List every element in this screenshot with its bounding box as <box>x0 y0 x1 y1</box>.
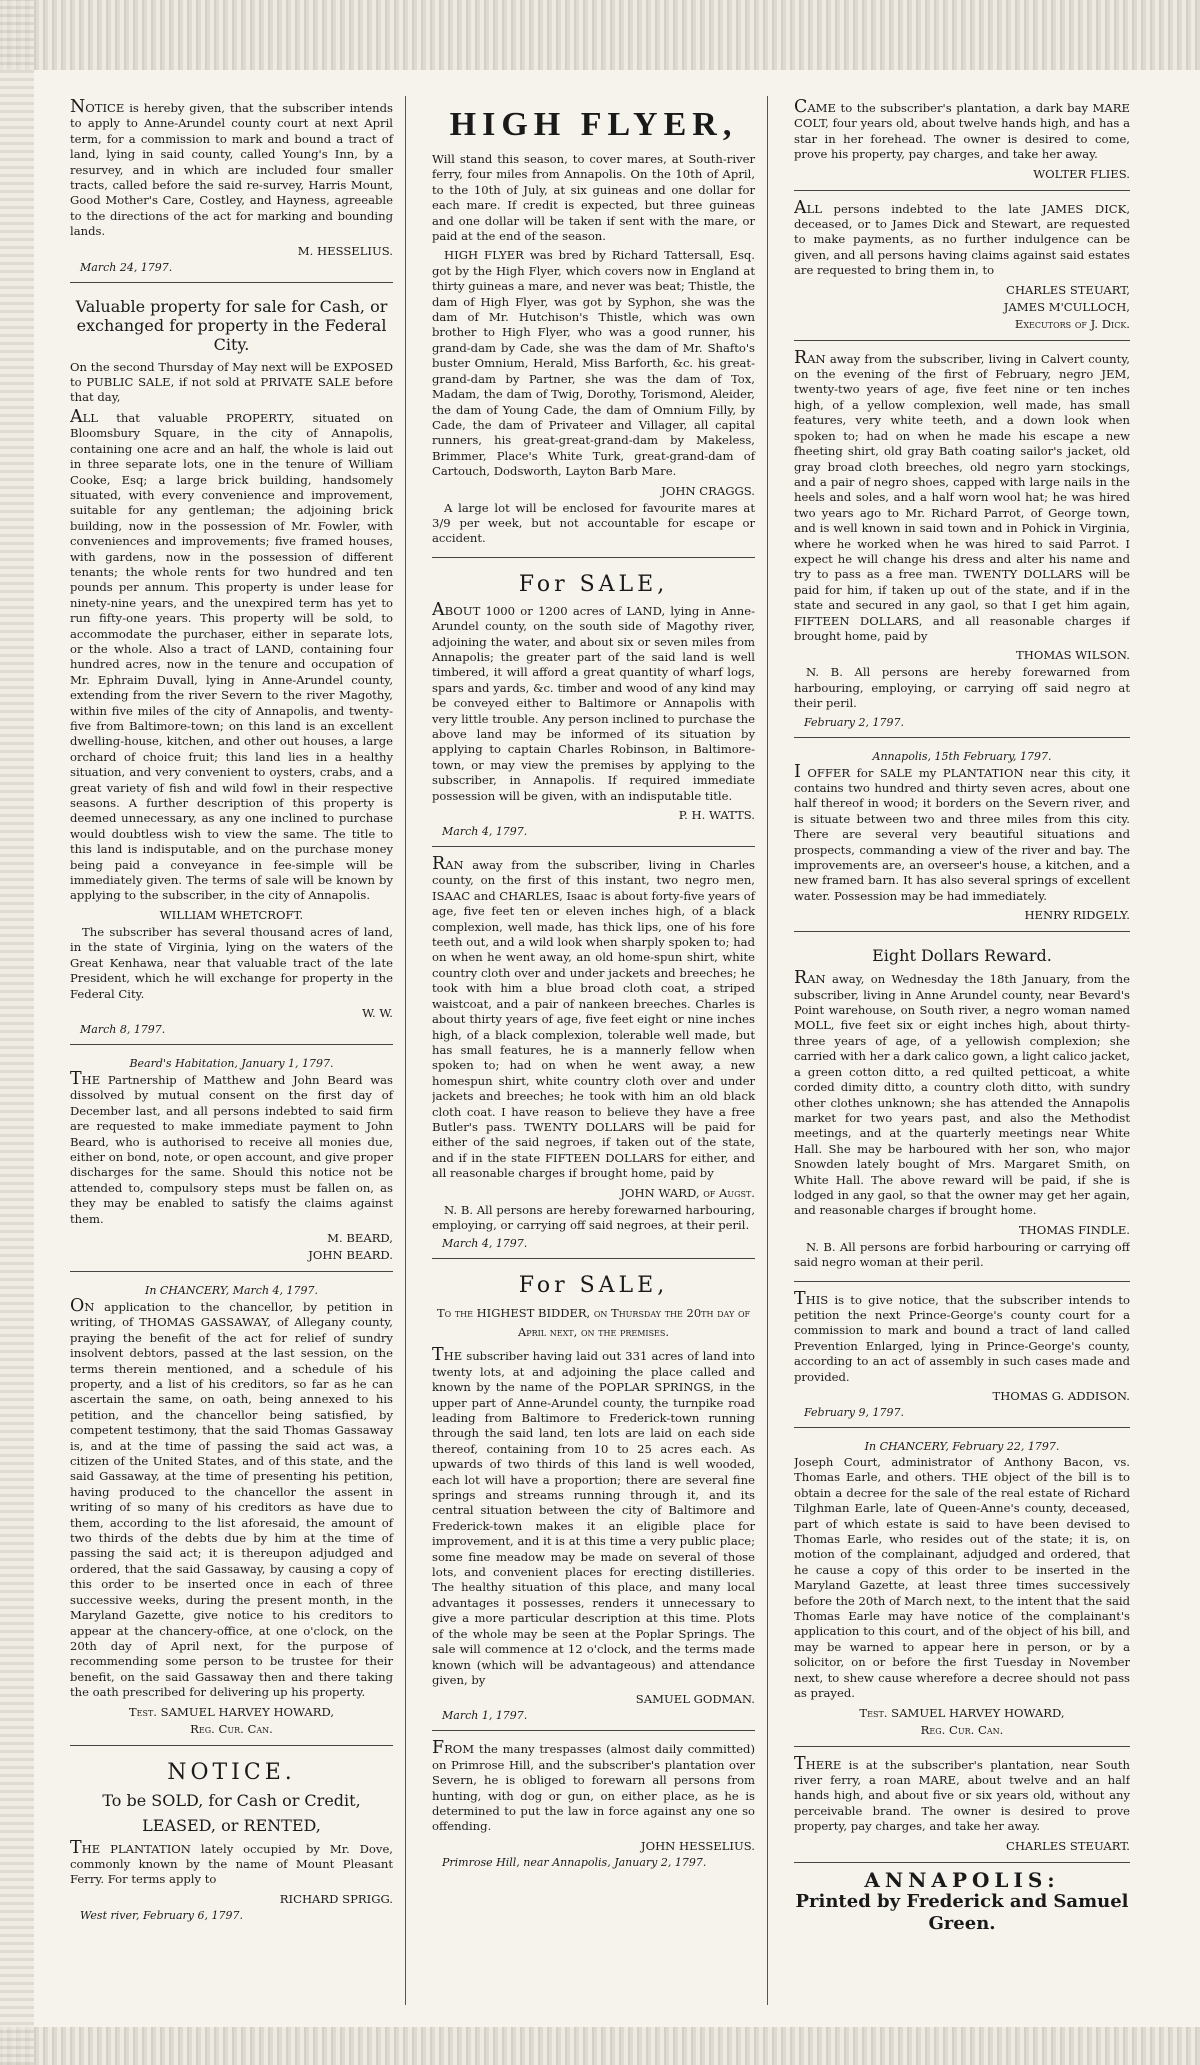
date: March 24, 1797. <box>80 260 173 274</box>
date: March 1, 1797. <box>442 1709 528 1723</box>
ad-pedigree: HIGH FLYER was bred by Richard Tattersall, Esq. got by the High Flyer, which covers now in England at thirty guineas a mare, and never was beat; Thistle, the dam of High Flyer, was got by Syphon, she was the dam of Mr. Hutchison's Thistle, which was own brother to High Flyer, who was a good runner, his grand-dam by Cade, she was the dam of Mr. Shafto's buster Omnium, Herald, Miss Barforth, &c. his great-grand-dam by Partner, she was the dam of Tox, Madam, the dam of Twig, Dorothy, Torismond, Aleider, the dam of Young Cade, the dam of Omnium Filly, by Cade, the dam of Privateer and Villager, all capital runners, his great-great-grand-dam by Makeless, Brimmer, Place's White Turk, great-grand-dam of Cartouch, Dodsworth, Layton Barb Mare. <box>432 248 755 479</box>
ad-postscript: A large lot will be enclosed for favourite mares at 3/9 per week, but not accountable for escape or accident. <box>432 500 755 546</box>
imprint-line: Green. <box>928 1912 996 1934</box>
column-3 <box>794 96 1130 2005</box>
ad-intro: On the second Thursday of May next will be EXPOSED to PUBLIC SALE, if not sold at PRIVATE SALE before that day, <box>70 359 393 405</box>
plantation-ridgely <box>794 744 1130 933</box>
ad-postscript: N. B. All persons are hereby forewarned from harbouring, employing, or carrying off said negro at their peril. <box>794 665 1130 711</box>
ad-body: NOTICE is hereby given, that the subscriber intends to apply to Anne-Arundel county court at next April term, for a commission to mark and bound a tract of land, lying in said county, called Young's Inn, by a resurvey, and in which are included four smaller tracts, called before the said re-survey, Harris Mount, Good Mother's Care, Costley, and Hayness, agreeable to the directions of the act for marking and bounding lands. <box>70 97 393 239</box>
signature: JOHN WARD, of Augst. <box>620 1185 755 1200</box>
signature: THOMAS WILSON. <box>1016 648 1130 663</box>
ad-body: I OFFER for SALE my PLANTATION near this city, it contains two hundred and thirty seven acres, about one half thereof in wood; it borders on the Severn river, and is situate between two and three miles from this city. There are several very beautiful situations and prospects, commanding a view of the river and bay. The improvements are, an overseer's house, a kitchen, and a new framed barn. It has also several springs of excellent water. Possession may be had immediately. <box>794 761 1130 903</box>
signature: JOHN CRAGGS. <box>661 483 755 498</box>
torn-top-edge <box>0 0 1200 70</box>
ad-subtitle: To the HIGHEST BIDDER, on Thursday the 20th day of April next, on the premises. <box>436 1306 751 1340</box>
notice-hesselius <box>70 96 393 283</box>
signature: HENRY RIDGELY. <box>1024 908 1130 923</box>
signature: THOMAS FINDLE. <box>1018 1222 1130 1237</box>
dateline: Annapolis, 15th February, 1797. <box>872 749 1052 763</box>
ad-body: ABOUT 1000 or 1200 acres of LAND, lying in Anne-Arundel county, on the south side of Magothy river, adjoining the water, and about six or seven miles from Annapolis; the greater part of the said land is well timbered, it will afford a great quantity of wharf logs, spars and yards, &c. timber and wood of any kind may be conveyed either to Baltimore or Annapolis with very little trouble. Any person inclined to purchase the above land may be informed of its situation by applying to captain Charles Robinson, in Baltimore-town, or may view the premises by applying to the subscriber, in Annapolis. If required immediate possession will be given, with an indisputable title. <box>432 599 755 803</box>
signature: CHARLES STEUART. <box>1005 1838 1130 1853</box>
date: February 2, 1797. <box>804 715 904 729</box>
signature: M. HESSELIUS. <box>297 243 393 258</box>
column-1 <box>70 96 406 2005</box>
signature: M. BEARD, <box>327 1230 393 1245</box>
test-line: Test. SAMUEL HARVEY HOWARD, <box>859 1705 1065 1720</box>
ad-for-sale-magothy <box>432 564 755 847</box>
date: Primrose Hill, near Annapolis, January 2, 1797. <box>442 1855 707 1869</box>
dateline: In CHANCERY, February 22, 1797. <box>864 1440 1060 1453</box>
signature: JOHN HESSELIUS. <box>640 1838 755 1853</box>
date: March 4, 1797. <box>442 1237 528 1251</box>
printer-imprint <box>794 1869 1130 1935</box>
ad-body: ALL persons indebted to the late JAMES DICK, deceased, or to James Dick and Stewart, are requested to make payments, as no further indulgence can be given, and all persons having claims against said estates are requested to bring them in, to <box>794 197 1130 278</box>
ad-body: ON application to the chancellor, by petition in writing, of THOMAS GASSAWAY, of Allegany county, praying the benefit of the act for relief of sundry insolvent debtors, passed at the last session, on the terms therein mentioned, and a schedule of his property, and a list of his creditors, so far as he can ascertain the same, on oath, being annexed to his petition, and the chancellor being satisfied, by competent testimony, that the said Thomas Gassaway is, and at the time of passing the said act was, a citizen of the United States, and of this state, and the said Gassaway, at the time of presenting his petition, having produced to the chancellor the assent in writing of so many of his creditors as have due to them, according to the list aforesaid, the amount of two thirds of the debts due by him at the time of passing the said act; it is thereupon adjudged and ordered, that the said Gassaway, by causing a copy of this order to be inserted once in each of three successive weeks, during the present month, in the Maryland Gazette, give notice to his creditors to appear at the chancery-office, at one o'clock, on the 20th day of April next, for the purpose of recommending some person to be trustee for their benefit, on the said Gassaway then and there taking the oath prescribed for delivering up his property. <box>70 1295 393 1700</box>
ad-title: For SALE, <box>518 1273 669 1299</box>
ad-postscript: The subscriber has several thousand acres of land, in the state of Virginia, lying on the waters of the Great Kenhawa, near that valuable tract of the late President, which he will exchange for property in the Federal City. <box>70 924 393 1001</box>
notice-addison <box>794 1288 1130 1428</box>
initials: W. W. <box>362 1005 393 1020</box>
ad-body: RAN away, on Wednesday the 18th January, from the subscriber, living in Anne Arundel county, near Bevard's Point warehouse, on South river, a negro woman named MOLL, five feet six or eight inches high, about thirty-three years of age, of a yellowish complexion; she carried with her a dark calico gown, a light calico jacket, a green cotton ditto, a red quilted petticoat, a white corded dimity ditto, a country cloth ditto, with sundry other clothes unknown; she has attended the Annapolis market for two years past, and also the Methodist meetings, and at the quarterly meetings near White Hall. She may be harboured with her son, who major Snowden lately bought of Mrs. Margaret Smith, on White Hall. The above reward will be paid, if she is lodged in any gaol, so that the owner may get her again, and reasonable charges if brought home. <box>794 968 1130 1218</box>
signature: CHARLES STEUART, <box>1005 282 1130 297</box>
date: March 8, 1797. <box>80 1022 166 1036</box>
date: February 9, 1797. <box>804 1406 904 1419</box>
ad-body: FROM the many trespasses (almost daily committed) on Primrose Hill, and the subscriber's plantation over Severn, he is obliged to forewarn all persons from hunting, with dog or gun, on either place, as he is determined to put the law in force against any one so offending. <box>432 1738 755 1834</box>
test-line: Test. SAMUEL HARVEY HOWARD, <box>128 1704 335 1719</box>
ad-title: NOTICE. <box>167 1759 296 1785</box>
runaway-jem <box>794 347 1130 738</box>
runaway-ward <box>432 853 755 1259</box>
imprint-line: Printed by Frederick and Samuel <box>795 1890 1129 1912</box>
ad-body: RAN away from the subscriber, living in Calvert county, on the evening of the first of February, negro JEM, twenty-two years of age, five feet nine or ten inches high, of a yellow complexion, well made, has small features, very white teeth, and a down look when spoken to; had on when he made his escape a new fheeting shirt, old gray Bath coating sailor's jacket, old gray broad cloth breeches, old negro yarn stockings, and a pair of negro shoes, capped with large nails in the heels and soles, and a half worn wool hat; he was hired two years ago to Mr. Richard Parrot, of George town, and is well known in said town and in Pohick in Virginia, where he worked when he was hired to said Parrot. I expect he will change his dress and alter his name and try to pass as a free man. TWENTY DOLLARS will be paid for him, if taken up out of the state, and if in the state and secured in any gaol, so that I get him again, FIFTEEN DOLLARS, and all reasonable charges if brought home, paid by <box>794 347 1130 643</box>
imprint-place: ANNAPOLIS: <box>864 1867 1060 1892</box>
ad-high-flyer <box>432 96 755 558</box>
ad-title: HIGH FLYER, <box>449 106 738 143</box>
ad-postscript: N. B. All persons are forbid harbouring or carrying off said negro woman at their peril. <box>794 1239 1130 1270</box>
ad-title: Valuable property for sale for Cash, or exchanged for property in the Federal City. <box>75 296 388 354</box>
stray-roan-mare <box>794 1753 1130 1863</box>
ad-subtitle: LEASED, or RENTED, <box>142 1815 321 1835</box>
ad-body: THERE is at the subscriber's plantation, near South river ferry, a roan MARE, about twelve and an half hands high, and about five or six years old, without any perceivable brand. The owner is desired to prove property, pay charges, and take her away. <box>794 1753 1130 1834</box>
dateline: In CHANCERY, March 4, 1797. <box>144 1283 319 1297</box>
date: West river, February 6, 1797. <box>80 1908 243 1922</box>
reward-moll <box>794 938 1130 1281</box>
signature: WOLTER FLIES. <box>1033 166 1130 181</box>
torn-bottom-edge <box>0 2027 1200 2065</box>
executors-label: Executors of J. Dick. <box>1014 316 1130 331</box>
ad-body: Joseph Court, administrator of Anthony Bacon, vs. Thomas Earle, and others. THE object of the bill is to obtain a decree for the sale of the real estate of Richard Tilghman Earle, late of Queen-Anne's county, deceased, part of which estate is said to have been devised to Thomas Earle, who resides out of the state; it is, on motion of the complainant, adjudged and ordered, that he cause a copy of this order to be inserted in the Maryland Gazette, at least three times successively before the 20th of March next, to the intent that the said Thomas Earle may have notice of the complainant's application to this court, and of the object of his bill, and may be warned to appear here in person, or by a solicitor, on or before the first Tuesday in November next, to shew cause wherefore a decree should not pass as prayed. <box>794 1455 1130 1701</box>
ad-body: Will stand this season, to cover mares, at South-river ferry, four miles from Annapolis. On the 10th of April, to the 10th of July, at six guineas and one dollar for each mare. If credit is expected, but three guineas and one dollar will be taken if sent with the mare, or paid at the end of the season. <box>432 152 755 244</box>
ad-body: CAME to the subscriber's plantation, a dark bay MARE COLT, four years old, about twelve hands high, and has a star in her forehead. The owner is desired to come, prove his property, pay charges, and take her away. <box>794 97 1130 162</box>
signature: JOHN BEARD. <box>308 1247 393 1262</box>
notice-beard-partnership <box>70 1051 393 1272</box>
stray-mare-colt <box>794 96 1130 191</box>
signature: WILLIAM WHETCROFT. <box>159 907 304 922</box>
ad-body: THE subscriber having laid out 331 acres of land into twenty lots, at and adjoining the place called and known by the name of the POPLAR SPRINGS, in the upper part of Anne-Arundel county, the turnpike road leading from Baltimore to Frederick-town running through the said land, ten lots are laid on each side thereof, containing from 10 to 25 acres each. As upwards of two thirds of this land is well wooded, each lot will have a proportion; there are several fine springs and streams running through it, and its central situation between the city of Baltimore and Frederick-town makes it an eligible place for improvement, and it is at this time a very public place; some fine meadow may be made on several of those lots, and convenient places for erecting distilleries. The healthy situation of this place, and many local advantages it possesses, renders it unnecessary to give a more particular description at this time. Plots of the whole may be seen at the Poplar Springs. The sale will commence at 12 o'clock, and the terms made known (which will be advantageous) and attendance given, by <box>432 1345 755 1687</box>
ad-valuable-property <box>70 289 393 1045</box>
date: March 4, 1797. <box>442 825 528 839</box>
chancery-earle <box>794 1434 1130 1747</box>
ad-title: Eight Dollars Reward. <box>872 946 1052 966</box>
signature: SAMUEL GODMAN. <box>635 1692 755 1707</box>
ad-body: THE PLANTATION lately occupied by Mr. Dove, commonly known by the name of Mount Pleasant Ferry. For terms apply to <box>70 1837 393 1887</box>
register-line: Reg. Cur. Can. <box>920 1722 1004 1737</box>
ad-body: THE Partnership of Matthew and John Beard was dissolved by mutual consent on the first day of December last, and all persons indebted to said firm are requested to make immediate payment to John Beard, who is authorised to receive all monies due, either on bond, note, or open account, and give proper discharges for the same. Should this notice not be attended to, compulsory steps must be fallen on, as they may be enabled to satisfy the claims against them. <box>70 1068 393 1226</box>
signature: P. H. WATTS. <box>678 808 755 823</box>
signature: RICHARD SPRIGG. <box>279 1891 393 1906</box>
notice-primrose-hill <box>432 1737 755 1876</box>
ad-poplar-springs <box>432 1265 755 1731</box>
signature: THOMAS G. ADDISON. <box>992 1389 1130 1403</box>
signature: JAMES M'CULLOCH, <box>1003 299 1130 314</box>
ad-body: RAN away from the subscriber, living in Charles county, on the first of this instant, two negro men, ISAAC and CHARLES, Isaac is about forty-five years of age, five feet ten or eleven inches high, of a black complexion, well made, has thick lips, one of his fore teeth out, and a wild look when sharply spoken to; had on when he went away, an old home-spun shirt, white country cloth over and under jackets and breeches; he took with him a blue broad cloth coat, a striped waistcoat, and a pair of nankeen breeches. Charles is about thirty years of age, five feet eight or nine inches high, of a black complexion, tolerable well made, but has small features, he is a mannerly fellow when spoken to; had on when he went away, a new homespun shirt, white country cloth over and under jackets and breeches; he took with him an old black cloth coat. I have reason to believe they have a free Butler's pass. TWENTY DOLLARS will be paid for either of the said negroes, if taken out of the state, and if in the state FIFTEEN DOLLARS for either, and all reasonable charges if brought home, paid by <box>432 854 755 1181</box>
dateline: Beard's Habitation, January 1, 1797. <box>129 1056 334 1070</box>
torn-left-edge <box>0 0 34 2065</box>
ad-postscript: N. B. All persons are hereby forewarned harbouring, employing, or carrying off said negroes, at their peril. <box>432 1202 755 1232</box>
ad-body: ALL that valuable PROPERTY, situated on Bloomsbury Square, in the city of Annapolis, containing one acre and an half, the whole is laid out in three separate lots, one in the tenure of William Cooke, Esq; a large brick building, handsomely situated, with every convenience and improvement, suitable for any gentleman; the adjoining brick building, now in the possession of Mr. Fowler, with conveniences and improvements; five framed houses, with gardens, now in the possession of different tenants; the whole rents for two hundred and ten pounds per annum. This property is under lease for ninety-nine years, and the unexpired term has yet to run fifty-one years. This property will be sold, to accommodate the purchaser, either in separate lots, or the whole. Also a tract of LAND, containing four hundred acres, now in the tenure and occupation of Mr. Ephraim Duvall, lying in Anne-Arundel county, extending from the river Severn to the river Magothy, within five miles of the city of Annapolis, and twenty-five from Baltimore-town; on this land is an excellent dwelling-house, kitchen, and other out houses, a large orchard of choice fruit; this land lies in a healthy situation, and very convenient to oysters, crabs, and a great variety of fish and wild fowl in their respective seasons. A further description of this property is deemed unnecessary, as any one inclined to purchase would doubtless wish to view the same. The title to this land is indisputable, and on the purchase money being paid a conveyance in fee-simple will be immediately given. The terms of sale will be known by applying to the subscriber, in the city of Annapolis. <box>70 406 393 903</box>
notice-plantation-sprigg <box>70 1752 393 1930</box>
register-line: Reg. Cur. Can. <box>190 1721 273 1736</box>
column-2 <box>432 96 768 2005</box>
ad-body: THIS is to give notice, that the subscriber intends to petition the next Prince-George's county court for a commission to mark and bound a tract of land called Prevention Enlarged, lying in Prince-George's county, according to an act of assembly in such cases made and provided. <box>794 1288 1130 1384</box>
ad-title: For SALE, <box>518 571 669 597</box>
ad-subtitle: To be SOLD, for Cash or Credit, <box>102 1790 361 1810</box>
chancery-gassaway <box>70 1278 393 1746</box>
columns <box>70 96 1130 2005</box>
notice-james-dick <box>794 197 1130 341</box>
